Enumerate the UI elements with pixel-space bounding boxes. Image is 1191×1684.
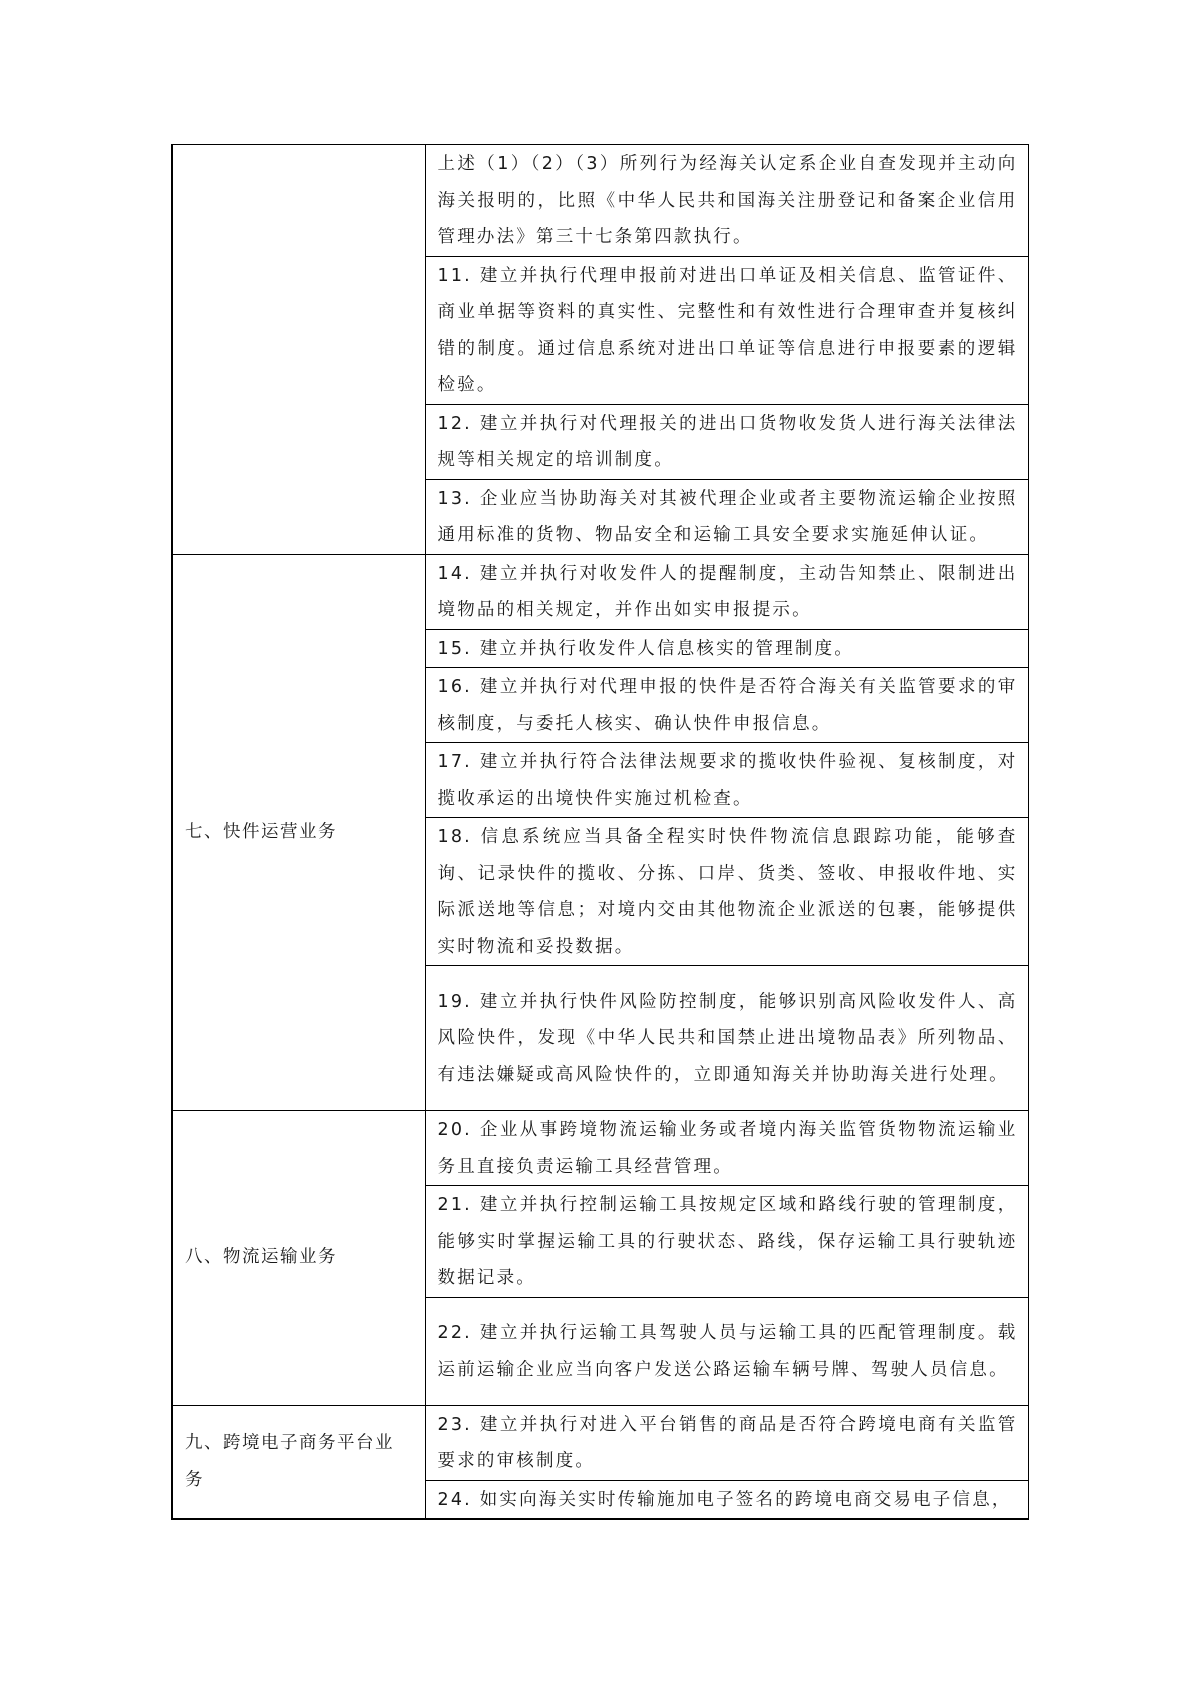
requirement-cell: 11. 建立并执行代理申报前对进出口单证及相关信息、监管证件、商业单据等资料的真实性、完整性和有效性进行合理审查并复核纠错的制度。通过信息系统对进出口单证等信息进行申报要素的逻辑检验。: [425, 256, 1028, 404]
requirement-cell: 上述（1）（2）（3）所列行为经海关认定系企业自查发现并主动向海关报明的，比照《中华人民共和国海关注册登记和备案企业信用管理办法》第三十七条第四款执行。: [425, 145, 1028, 257]
requirement-cell: 17. 建立并执行符合法律法规要求的揽收快件验视、复核制度，对揽收承运的出境快件实施过机检查。: [425, 743, 1028, 818]
requirement-cell: 18. 信息系统应当具备全程实时快件物流信息跟踪功能，能够查询、记录快件的揽收、分拣、口岸、货类、签收、申报收件地、实际派送地等信息；对境内交由其他物流企业派送的包裹，能够提供实时物流和妥投数据。: [425, 818, 1028, 966]
requirement-cell: 22. 建立并执行运输工具驾驶人员与运输工具的匹配管理制度。载运前运输企业应当向客户发送公路运输车辆号牌、驾驶人员信息。: [425, 1297, 1028, 1405]
category-cell: 九、跨境电子商务平台业务: [172, 1405, 425, 1519]
requirement-cell: 13. 企业应当协助海关对其被代理企业或者主要物流运输企业按照通用标准的货物、物品安全和运输工具安全要求实施延伸认证。: [425, 479, 1028, 554]
requirement-cell: 20. 企业从事跨境物流运输业务或者境内海关监管货物物流运输业务且直接负责运输工具经营管理。: [425, 1111, 1028, 1186]
table-row: [172, 554, 1028, 629]
requirement-cell: 12. 建立并执行对代理报关的进出口货物收发货人进行海关法律法规等相关规定的培训制度。: [425, 404, 1028, 479]
table-row: [172, 145, 1028, 257]
requirement-cell: 15. 建立并执行收发件人信息核实的管理制度。: [425, 629, 1028, 668]
requirement-cell: 24. 如实向海关实时传输施加电子签名的跨境电商交易电子信息，: [425, 1480, 1028, 1519]
requirement-cell: 23. 建立并执行对进入平台销售的商品是否符合跨境电商有关监管要求的审核制度。: [425, 1405, 1028, 1480]
requirements-table: [171, 144, 1029, 1520]
requirement-cell: 16. 建立并执行对代理申报的快件是否符合海关有关监管要求的审核制度，与委托人核实、确认快件申报信息。: [425, 668, 1028, 743]
requirement-cell: 14. 建立并执行对收发件人的提醒制度，主动告知禁止、限制进出境物品的相关规定，并作出如实申报提示。: [425, 554, 1028, 629]
category-cell: 七、快件运营业务: [172, 554, 425, 1111]
table-row: [172, 1405, 1028, 1480]
category-cell: 八、物流运输业务: [172, 1111, 425, 1406]
table-row: [172, 1111, 1028, 1186]
requirement-cell: 21. 建立并执行控制运输工具按规定区域和路线行驶的管理制度，能够实时掌握运输工具的行驶状态、路线，保存运输工具行驶轨迹数据记录。: [425, 1186, 1028, 1298]
requirement-cell: 19. 建立并执行快件风险防控制度，能够识别高风险收发件人、高风险快件，发现《中华人民共和国禁止进出境物品表》所列物品、有违法嫌疑或高风险快件的，立即通知海关并协助海关进行处理。: [425, 966, 1028, 1111]
category-cell: [172, 145, 425, 555]
